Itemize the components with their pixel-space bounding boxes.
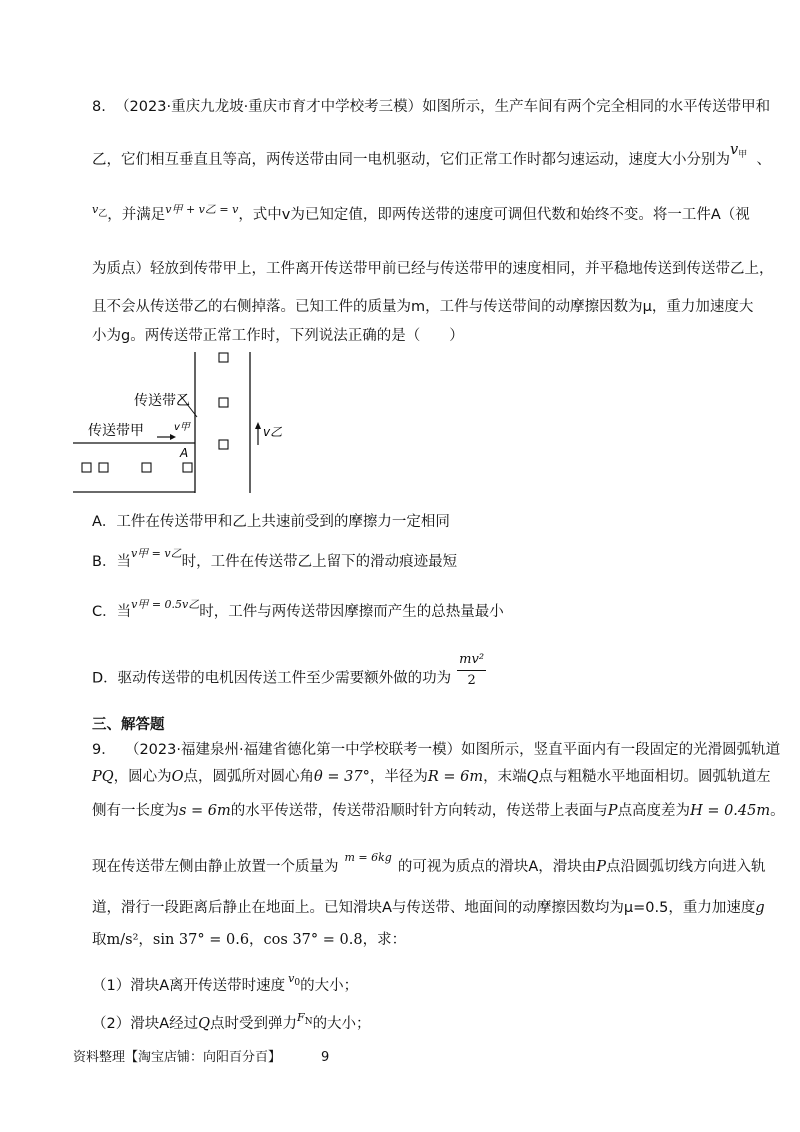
q9-mass: m = 6kg [344,851,392,864]
q9-point-p-2: P [596,859,607,875]
q9-line-4 [92,851,766,878]
q8-v-jia-var: v [730,142,739,158]
q8-option-b-eq: v甲 = v乙 [130,547,182,560]
fraction-numerator: mv² [457,650,486,671]
q9-source: （2023·福建泉州·福建省德化第一中学校联考一模） [124,742,462,758]
q9-fn [297,1011,313,1027]
conveyor-diagram [70,350,300,500]
q8-text-2-tail: 、 [756,152,771,168]
q8-source: （2023·重庆九龙坡·重庆市育才中学校考三模） [115,99,423,115]
q9-unit: m/s² [106,932,139,948]
q8-v-yi [92,203,108,219]
q8-option-a-text: A．工件在传送带甲和乙上共速前受到的摩擦力一定相同 [92,514,450,530]
q9-v0-sub: 0 [294,978,301,988]
q9-fn-var: F [297,1011,305,1024]
label-belt-yi: 传送带乙 [134,393,190,409]
q8-option-d-pre: D．驱动传送带的电机因传送工件至少需要额外做的功为 [92,670,452,687]
q9-text-2h: ，末端 [483,769,527,785]
q9-text-2j: 点与粗糙水平地面相切。圆弧轨道左 [538,769,771,785]
q8-line-4 [92,259,774,279]
q8-text-4: 为质点）轻放到传带甲上，工件离开传送带甲前已经与传送带甲的速度相同，并平稳地传送到传送带乙上， [92,261,774,277]
workpiece-a-box [183,463,192,472]
q8-option-d [92,652,486,699]
section-title [92,715,165,735]
q9-part-2-e: 的大小； [312,1016,371,1032]
q9-part-1-a: （1）滑块A离开传送带时速度 [92,978,286,994]
q9-text-4c: 的可视为质点的滑块A，滑块由 [397,859,597,875]
q9-line-3 [92,801,785,821]
q8-velocity-sum: v甲 + v乙 = v [165,203,239,216]
q9-v0-var: v [288,972,295,985]
q8-text-3: ，式中v为已知定值，即两传送带的速度可调但代数和始终不变。将一工件A（视 [238,207,750,223]
q8-v-yi-var: v [92,203,99,216]
q9-text-3c: 的水平传送带，传送带沿顺时针方向转动，传送带上表面与 [230,803,608,819]
fraction-denominator: 2 [467,673,476,688]
q8-number: 8. [92,99,106,115]
q9-text-6c: ， [138,932,153,948]
q9-line-5 [92,898,765,918]
q8-text-2: 乙，它们相互垂直且等高，两传送带由同一电机驱动，它们正常工作时都匀速运动，速度大小分别为 [92,152,730,168]
q8-option-a [92,512,450,532]
q9-text-3g: 。 [770,803,785,819]
q9-arc-pq: PQ [92,769,114,785]
q9-text-6a: 取 [92,932,107,948]
workpiece-box [99,463,108,472]
q9-part-1-c: 的大小； [300,978,359,994]
footer-text: 资料整理【淘宝店铺：向阳百分百】 [73,1050,282,1065]
q9-radius: R = 6m [427,769,484,785]
q9-text-1: 如图所示，竖直平面内有一段固定的光滑圆弧轨道 [461,742,781,758]
workpiece-box [142,463,151,472]
q8-line-2 [92,142,771,175]
q9-point-p: P [607,803,618,819]
label-belt-jia: 传送带甲 [88,423,144,439]
q9-text-2f: ，半径为 [369,769,428,785]
q9-text-6e: ， [249,932,264,948]
q8-text-3-mid: ，并满足 [107,207,166,223]
q9-line-6 [92,930,406,950]
q8-line-5 [92,297,753,317]
page-footer [73,1048,329,1068]
q9-cos: cos 37° = 0.8 [263,932,363,948]
q9-point-q: Q [526,769,539,785]
q9-part-1 [92,972,359,1001]
q9-part-2 [92,1011,371,1039]
label-v-yi: v乙 [263,425,283,439]
q8-line-3 [92,205,750,230]
q8-text-5: 且不会从传送带乙的右侧掉落。已知工件的质量为m，工件与传送带间的动摩擦因数为μ，重力加速度大 [92,299,754,315]
q8-line-1 [92,97,770,117]
label-v-jia: v甲 [174,422,190,433]
q9-line-1 [92,740,780,760]
q9-text-4e: 点沿圆弧切线方向进入轨 [606,859,766,875]
q9-part-2-c: 点时受到弹力 [210,1016,298,1032]
q9-height-h: H = 0.45m [690,803,771,819]
workpiece-box [219,398,228,407]
q9-fn-sub: N [304,1017,313,1027]
q8-option-c-eq: v甲 = 0.5v乙 [131,598,200,611]
q8-line-6 [92,326,464,346]
q9-number: 9． [92,742,116,758]
q8-option-c-pre: C．当 [92,604,132,620]
q8-v-jia-sub: 甲 [738,150,748,160]
q9-point-q-2: Q [198,1016,211,1032]
q8-option-c-post: 时，工件与两传送带因摩擦而产生的总热量最小 [199,604,504,620]
q9-theta: θ = 37° [314,769,370,785]
q9-text-3e: 点高度差为 [617,803,691,819]
q9-sin: sin 37° = 0.6 [152,932,250,948]
q9-text-3a: 侧有一长度为 [92,803,179,819]
q9-text-4a: 现在传送带左侧由静止放置一个质量为 [92,859,339,875]
q8-option-b [92,547,458,573]
q8-option-b-post: 时，工件在传送带乙上留下的滑动痕迹最短 [181,554,458,570]
q9-line-2 [92,767,771,787]
workpiece-box [82,463,91,472]
q9-text-5a: 道，滑行一段距离后静止在地面上。已知滑块A与传送带、地面间的动摩擦因数均为μ=0.5，重力加速度 [92,900,756,916]
label-point-a: A [180,446,189,460]
arrow-jia-head [170,434,176,440]
workpiece-box [219,440,228,449]
q9-text-6g: ，求： [362,932,407,948]
q8-option-b-pre: B．当 [92,554,131,570]
page-number: 9 [321,1050,330,1065]
q8-text-6: 小为g。两传送带正常工作时，下列说法正确的是（ ） [92,328,464,344]
q9-text-2d: 点，圆弧所对圆心角 [183,769,315,785]
q8-v-jia [730,142,747,158]
section-title-text: 三、解答题 [92,717,165,733]
q8-option-d-fraction [457,650,486,691]
q8-text-1: 如图所示，生产车间有两个完全相同的水平传送带甲和 [422,99,771,115]
q8-option-c [92,598,504,623]
q8-v-yi-sub: 乙 [98,209,108,219]
q9-g: g [755,900,765,916]
q9-v0 [288,972,301,988]
workpiece-box [219,353,228,362]
arrow-yi-head [255,422,261,429]
q9-text-2b: ，圆心为 [113,769,172,785]
q9-length-s: s = 6m [179,803,231,819]
q9-part-2-a: （2）滑块A经过 [92,1016,199,1032]
q9-point-o: O [171,769,184,785]
